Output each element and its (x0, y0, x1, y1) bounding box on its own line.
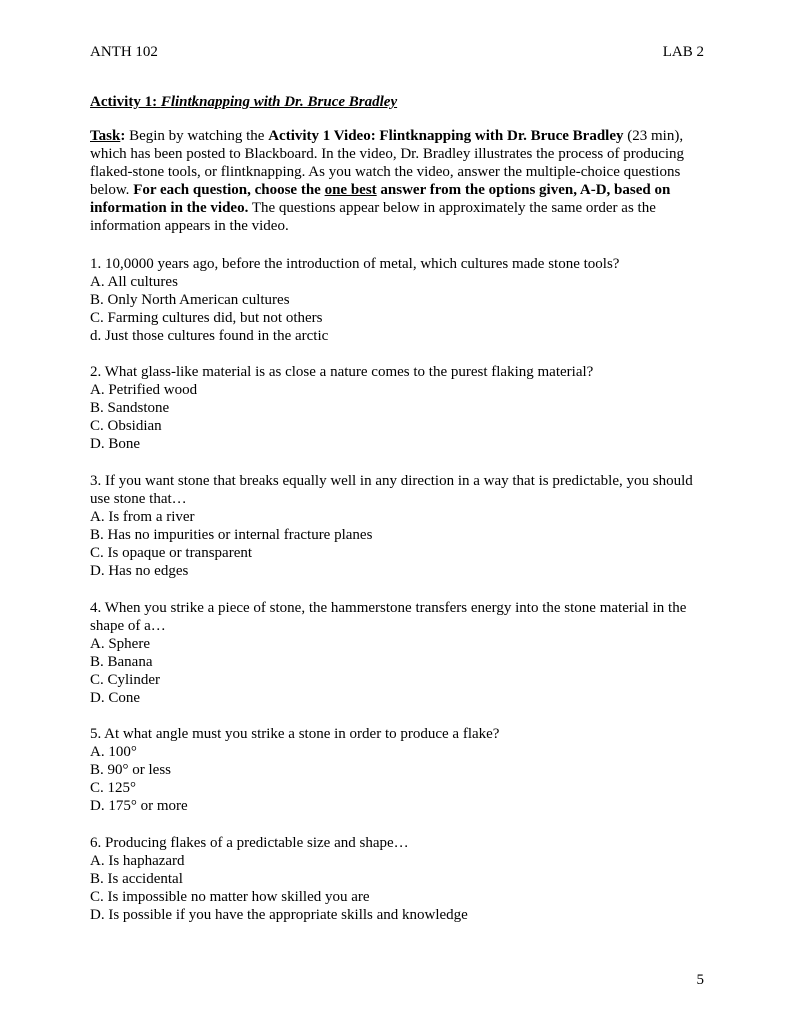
task-colon: : (120, 128, 126, 144)
question-stem: 5. At what angle must you strike a stone in order to produce a flake? (90, 726, 500, 742)
question-3 (90, 472, 702, 580)
answer-option: A. 100° (90, 744, 137, 760)
answer-option: B. 90° or less (90, 762, 171, 778)
answer-option: A. Is haphazard (90, 853, 185, 869)
answer-option: A. Is from a river (90, 509, 195, 525)
answer-option: D. Bone (90, 436, 140, 452)
question-stem: 6. Producing flakes of a predictable size and shape… (90, 835, 409, 851)
answer-option: B. Banana (90, 654, 153, 670)
task-instruction-2: answer from the options given, A-D, based on information in the video. (90, 182, 671, 216)
question-4 (90, 599, 702, 707)
answer-option: d. Just those cultures found in the arctic (90, 328, 329, 344)
answer-option: D. Is possible if you have the appropriate skills and knowledge (90, 907, 468, 923)
answer-option: D. Has no edges (90, 563, 189, 579)
task-instruction-emphasis: one best (324, 182, 377, 198)
answer-option: A. Petrified wood (90, 382, 198, 398)
answer-option: D. 175° or more (90, 798, 188, 814)
answer-option: C. Is impossible no matter how skilled you are (90, 889, 370, 905)
header-lab: LAB 2 (662, 44, 704, 60)
answer-option: B. Sandstone (90, 400, 170, 416)
question-stem: 1. 10,0000 years ago, before the introduction of metal, which cultures made stone tools? (90, 256, 620, 272)
answer-option: A. All cultures (90, 274, 178, 290)
answer-option: B. Has no impurities or internal fracture planes (90, 527, 373, 543)
task-text-2: (23 min), which has been posted to Blackboard. In the video, Dr. Bradley illustrates the process of producing flaked-stone tools, or flintknapping. As you watch the video, answer the multiple-choice questions below. (90, 128, 685, 198)
answer-option: C. Farming cultures did, but not others (90, 310, 323, 326)
task-video-name: Activity 1 Video: Flintknapping with Dr. Bruce Bradley (268, 128, 624, 144)
task-paragraph (90, 127, 702, 235)
activity-name: Flintknapping with Dr. Bruce Bradley (160, 94, 398, 110)
task-label: Task (90, 128, 121, 144)
answer-option: C. Obsidian (90, 418, 162, 434)
answer-option: B. Only North American cultures (90, 292, 290, 308)
question-6 (90, 834, 702, 924)
question-stem: 3. If you want stone that breaks equally well in any direction in a way that is predictable, you should use stone that… (90, 473, 693, 507)
answer-option: C. Cylinder (90, 672, 160, 688)
task-text-3: The questions appear below in approximately the same order as the information appears in the video. (90, 200, 656, 234)
answer-option: C. Is opaque or transparent (90, 545, 253, 561)
task-instruction-1: For each question, choose the (133, 182, 325, 198)
activity-title (90, 93, 397, 111)
question-5 (90, 725, 702, 815)
answer-option: D. Cone (90, 690, 140, 706)
question-2 (90, 363, 702, 453)
task-text-1: Begin by watching the (125, 128, 269, 144)
page-number: 5 (696, 972, 704, 988)
header-course: ANTH 102 (90, 44, 158, 60)
question-stem: 2. What glass-like material is as close a nature comes to the purest flaking material? (90, 364, 594, 380)
question-1 (90, 255, 702, 345)
answer-option: B. Is accidental (90, 871, 183, 887)
answer-option: C. 125° (90, 780, 137, 796)
activity-prefix: Activity 1: (90, 94, 161, 110)
answer-option: A. Sphere (90, 636, 150, 652)
question-stem: 4. When you strike a piece of stone, the hammerstone transfers energy into the stone material in the shape of a… (90, 600, 687, 634)
